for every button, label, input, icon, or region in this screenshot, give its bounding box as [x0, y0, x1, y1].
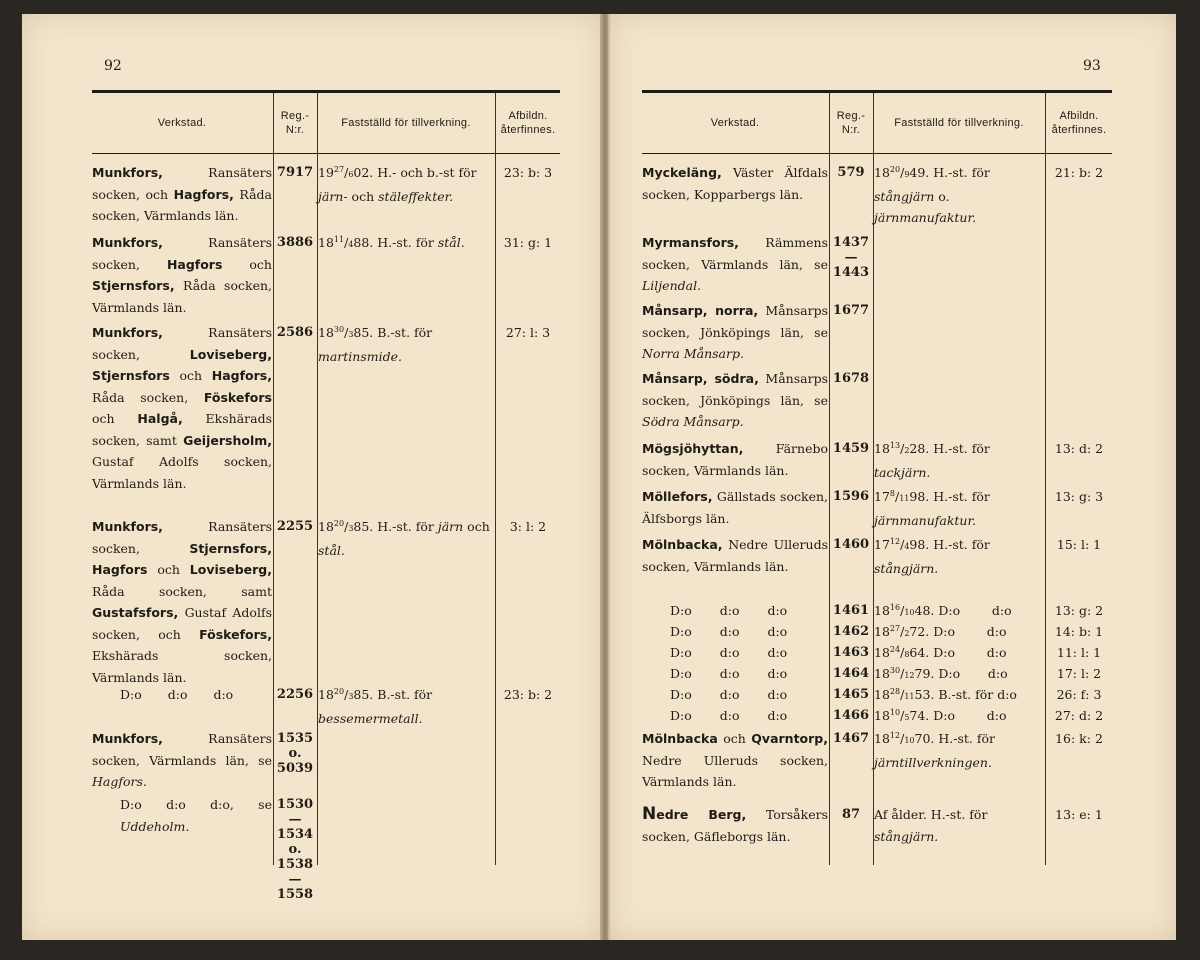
workshop-name: D:o d:o d:o, se Uddeholm. — [120, 797, 272, 834]
reg-number: 1467 — [832, 731, 870, 746]
header-afbildn: Afbildn. återfinnes. — [1051, 110, 1107, 136]
figure-ref: 13: d: 2 — [1054, 441, 1104, 456]
workshop-name: Munkfors, Ransäters socken, och Hagfors, Råda socken, Värmlands län. — [92, 165, 272, 223]
workshop-name: Munkfors, Ransäters socken, Värmlands län, se Hagfors. — [92, 731, 272, 789]
table-body — [642, 154, 1112, 854]
header-verkstad: Verkstad. — [710, 117, 760, 129]
reg-number: 1596 — [832, 489, 870, 504]
page-number: 92 — [104, 58, 122, 74]
right-page — [608, 14, 1176, 940]
faststalld-text: $18^{28}/1153$. B.-st. för d:o — [874, 686, 1017, 702]
reg-number: 1678 — [832, 371, 870, 386]
faststalld-text: $18^{20}/949$. H.-st. för stångjärn o. järnmanufaktur. — [874, 164, 990, 225]
faststalld-text: $18^{24}/864$. D:o d:o — [874, 644, 1007, 660]
workshop-name: Månsarp, norra, Månsarps socken, Jönköpings län, se Norra Månsarp. — [642, 303, 828, 361]
reg-number: 3886 — [276, 235, 314, 250]
workshop-name: Mögsjöhyttan, Färnebo socken, Värmlands län. — [642, 441, 828, 478]
workshop-name: D:o d:o d:o — [120, 687, 234, 702]
faststalld-text: $18^{30}/385$. B.-st. för martinsmide. — [318, 324, 433, 364]
reg-number: 1459 — [832, 441, 870, 456]
faststalld-text: $18^{20}/385$. H.-st. för järn och stål. — [318, 518, 490, 558]
faststalld-text: $18^{10}/574$. D:o d:o — [874, 707, 1007, 723]
reg-number: 1677 — [832, 303, 870, 318]
workshop-name: D:o d:o d:o — [670, 708, 788, 723]
reg-number: 1437— 1443 — [832, 235, 870, 280]
reg-number: 1465 — [832, 687, 870, 702]
header-faststalld: Fastställd för tillverkning. — [894, 117, 1024, 129]
reg-number: 87 — [841, 807, 861, 822]
figure-ref: 3: l: 2 — [509, 519, 547, 534]
header-afbildn: Afbildn. återfinnes. — [500, 110, 556, 136]
reg-number: 2255 — [276, 519, 314, 534]
left-page — [22, 14, 604, 940]
reg-number: 1463 — [832, 645, 870, 660]
figure-ref: 21: b: 2 — [1054, 165, 1104, 180]
figure-ref: 31: g: 1 — [503, 235, 553, 250]
reg-number: 1535 o. 5039 — [276, 731, 314, 776]
table-header — [642, 93, 1112, 154]
faststalld-text: $19^{27}/602$. H.- och b.-st för järn- och stäleffekter. — [318, 164, 477, 204]
header-reg: Reg.- N:r. — [836, 110, 866, 136]
figure-ref: 26: f: 3 — [1056, 687, 1102, 702]
reg-number: 2586 — [276, 325, 314, 340]
figure-ref: 15: l: 1 — [1056, 537, 1102, 552]
workshop-name: D:o d:o d:o — [670, 645, 788, 660]
workshop-name: Nedre Berg, Torsåkers socken, Gäfleborgs län. — [642, 804, 828, 844]
register-table — [92, 90, 560, 902]
workshop-name: D:o d:o d:o — [670, 603, 788, 618]
header-faststalld: Fastställd för tillverkning. — [341, 117, 471, 129]
workshop-name: Myrmansfors, Rämmens socken, Värmlands län, se Liljendal. — [642, 235, 828, 293]
workshop-name: Månsarp, södra, Månsarps socken, Jönköpings län, se Södra Månsarp. — [642, 371, 828, 429]
reg-number: 1461 — [832, 603, 870, 618]
workshop-name: Möllefors, Gällstads socken, Älfsborgs län. — [642, 489, 828, 526]
reg-number: 1464 — [832, 666, 870, 681]
faststalld-text: $18^{12}/1070$. H.-st. för järntillverkningen. — [874, 730, 995, 770]
table-body — [92, 154, 560, 902]
workshop-name: Mölnbacka och Qvarntorp, Nedre Ulleruds socken, Värmlands län. — [642, 731, 828, 789]
reg-number: 2256 — [276, 687, 314, 702]
workshop-name: Myckeläng, Väster Älfdals socken, Kopparbergs län. — [642, 165, 828, 202]
figure-ref: 16: k: 2 — [1055, 731, 1103, 746]
figure-ref: 27: d: 2 — [1054, 708, 1104, 723]
workshop-name: D:o d:o d:o — [670, 687, 788, 702]
reg-number: 7917 — [276, 165, 314, 180]
faststalld-text: $18^{13}/228$. H.-st. för tackjärn. — [874, 440, 990, 480]
workshop-name: D:o d:o d:o — [670, 666, 788, 681]
faststalld-text: $18^{11}/488$. H.-st. för stål. — [318, 234, 465, 250]
reg-number: 579 — [837, 165, 865, 180]
workshop-name: Munkfors, Ransäters socken, Loviseberg, Stjernsfors och Hagfors, Råda socken, Föskefors och Halgå, Ekshärads socken, samt Geijersholm, Gustaf Adolfs socken, Värmlands län. — [92, 325, 272, 491]
faststalld-text: $18^{20}/385$. B.-st. för bessemermetall. — [318, 686, 433, 726]
reg-number: 1460 — [832, 537, 870, 552]
faststalld-text: $18^{30}/1279$. D:o d:o — [874, 665, 1008, 681]
workshop-name: D:o d:o d:o — [670, 624, 788, 639]
header-reg: Reg.- N:r. — [280, 110, 310, 136]
figure-ref: 13: g: 2 — [1054, 603, 1104, 618]
figure-ref: 14: b: 1 — [1054, 624, 1104, 639]
faststalld-text: $18^{27}/272$. D:o d:o — [874, 623, 1007, 639]
faststalld-text: $18^{16}/1048$. D:o d:o — [874, 602, 1012, 618]
header-verkstad: Verkstad. — [157, 117, 207, 129]
page-number: 93 — [1083, 58, 1101, 74]
faststalld-text: $17^8/1198$. H.-st. för järnmanufaktur. — [874, 488, 990, 528]
faststalld-text: $17^{12}/498$. H.-st. för stångjärn. — [874, 536, 990, 576]
figure-ref: 27: l: 3 — [505, 325, 551, 340]
figure-ref: 23: b: 3 — [503, 165, 553, 180]
figure-ref: 11: l: 1 — [1056, 645, 1102, 660]
table-header — [92, 93, 560, 154]
figure-ref: 23: b: 2 — [503, 687, 553, 702]
figure-ref: 13: g: 3 — [1054, 489, 1104, 504]
reg-number: 1530— 1534 o. 1538— 1558 — [276, 797, 314, 902]
workshop-name: Mölnbacka, Nedre Ulleruds socken, Värmlands län. — [642, 537, 828, 574]
register-table — [642, 90, 1112, 854]
workshop-name: Munkfors, Ransäters socken, Hagfors och Stjernsfors, Råda socken, Värmlands län. — [92, 235, 272, 315]
workshop-name: Munkfors, Ransäters socken, Stjernsfors, Hagfors och Loviseberg, Råda socken, samt Gustafsfors, Gustaf Adolfs socken, och Föskefors, Ekshärads socken, Värmlands län. — [92, 519, 272, 685]
figure-ref: 13: e: 1 — [1055, 807, 1103, 822]
figure-ref: 17: l: 2 — [1056, 666, 1102, 681]
reg-number: 1466 — [832, 708, 870, 723]
reg-number: 1462 — [832, 624, 870, 639]
faststalld-text: Af ålder. H.-st. för stångjärn. — [874, 807, 988, 844]
